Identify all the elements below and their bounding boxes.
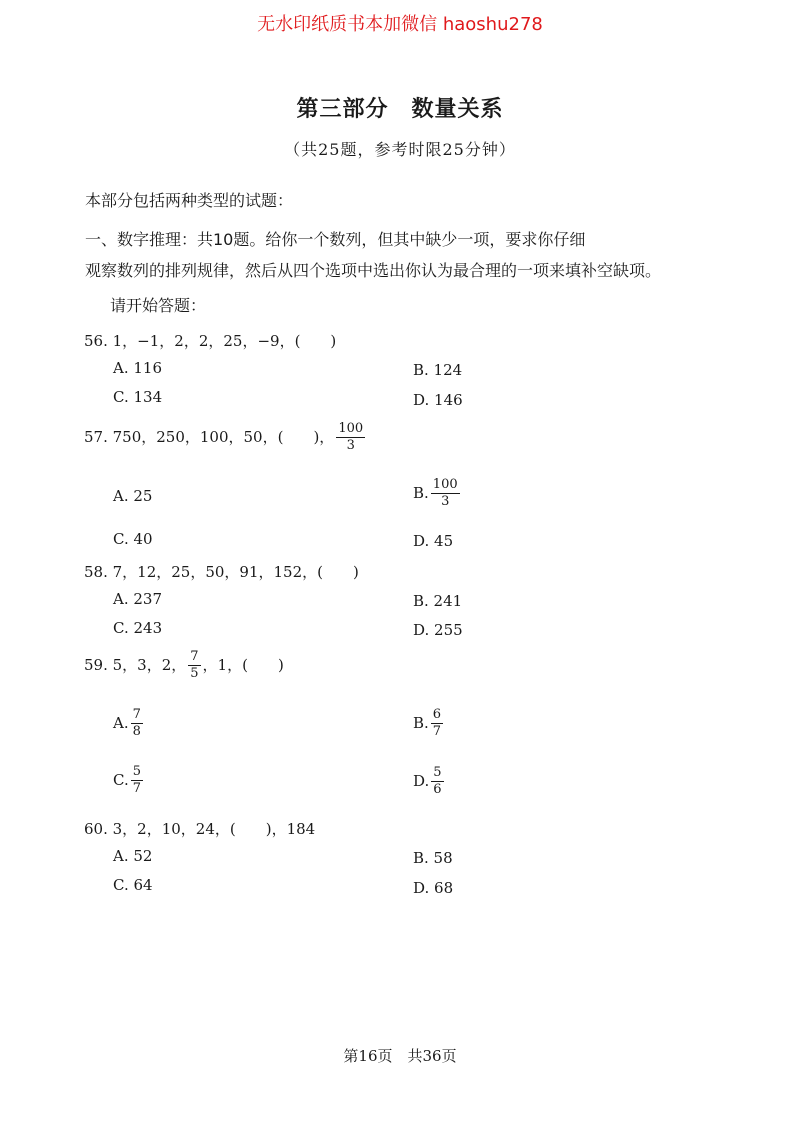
option-prefix: C.: [113, 770, 129, 789]
question-57-option-b: [413, 478, 462, 510]
question-58-option-b: B. 241: [413, 592, 463, 610]
question-57-option-d: D. 45: [413, 532, 454, 550]
watermark-text: 无水印纸质书本加微信 haoshu278: [257, 14, 543, 35]
question-60-option-b: B. 58: [413, 849, 453, 867]
question-58-option-c: C. 243: [113, 619, 163, 637]
question-59-stem-text: 59. 5，3，2，: [84, 655, 187, 674]
question-56-option-a: A. 116: [113, 359, 162, 377]
question-56-option-d: D. 146: [413, 391, 463, 409]
question-60-option-a: A. 52: [113, 847, 153, 865]
fraction-numerator: 7: [188, 650, 200, 666]
question-57-stem-fraction: [336, 422, 365, 454]
fraction-denominator: 3: [441, 494, 450, 510]
question-58-option-d: D. 255: [413, 621, 463, 639]
section-text-line-1: 一、数字推理：共10题。给你一个数列，但其中缺少一项，要求你仔细: [85, 230, 586, 249]
question-59-stem-text-end: ，1，( ): [202, 655, 284, 674]
fraction-numerator: 100: [336, 422, 365, 438]
fraction-numerator: 100: [431, 478, 460, 494]
fraction-numerator: 5: [431, 766, 443, 782]
question-57-option-a: A. 25: [113, 487, 153, 505]
page-title: 第三部分 数量关系: [296, 97, 504, 122]
question-59-option-c: [113, 765, 145, 797]
fraction-denominator: 8: [132, 724, 141, 740]
question-58-option-a: A. 237: [113, 590, 162, 608]
question-57-stem-text: 57. 750，250，100，50，( )，: [84, 427, 335, 446]
question-59-option-c-fraction: [131, 765, 143, 797]
start-prompt: 请开始答题：: [110, 296, 207, 315]
option-prefix: B.: [413, 713, 429, 732]
question-60-option-d: D. 68: [413, 879, 454, 897]
question-59-stem-fraction: [188, 650, 200, 682]
fraction-denominator: 7: [132, 781, 141, 797]
fraction-numerator: 6: [431, 708, 443, 724]
page-subtitle: （共25题，参考时限25分钟）: [284, 140, 516, 159]
question-58-stem: 58. 7，12，25，50，91，152，( ): [84, 563, 359, 581]
question-59-option-b: [413, 708, 445, 740]
question-59-option-a-fraction: [131, 708, 143, 740]
option-prefix: B.: [413, 483, 429, 502]
question-56-option-b: B. 124: [413, 361, 463, 379]
fraction-numerator: 5: [131, 765, 143, 781]
option-prefix: A.: [113, 713, 129, 732]
question-56-option-c: C. 134: [113, 388, 163, 406]
fraction-denominator: 5: [190, 666, 199, 682]
question-57-stem: [84, 422, 367, 454]
fraction-denominator: 6: [433, 782, 442, 798]
question-60-stem: 60. 3，2，10，24，( )，184: [84, 820, 316, 838]
option-prefix: D.: [413, 771, 430, 790]
question-57-option-c: C. 40: [113, 530, 153, 548]
question-59-option-b-fraction: [431, 708, 443, 740]
question-57-option-b-fraction: [431, 478, 460, 510]
question-59-option-d-fraction: [431, 766, 443, 798]
question-56-stem: 56. 1，−1，2，2，25，−9，( ): [84, 332, 337, 350]
page-footer: 第16页 共36页: [343, 1047, 457, 1065]
section-text-line-2: 观察数列的排列规律，然后从四个选项中选出你认为最合理的一项来填补空缺项。: [85, 261, 662, 280]
question-59-option-d: [413, 766, 446, 798]
fraction-numerator: 7: [131, 708, 143, 724]
question-59-option-a: [113, 708, 145, 740]
fraction-denominator: 7: [432, 724, 442, 740]
fraction-denominator: 3: [346, 438, 355, 454]
intro-text: 本部分包括两种类型的试题：: [85, 191, 294, 210]
question-60-option-c: C. 64: [113, 876, 153, 894]
question-59-stem: [84, 650, 284, 682]
